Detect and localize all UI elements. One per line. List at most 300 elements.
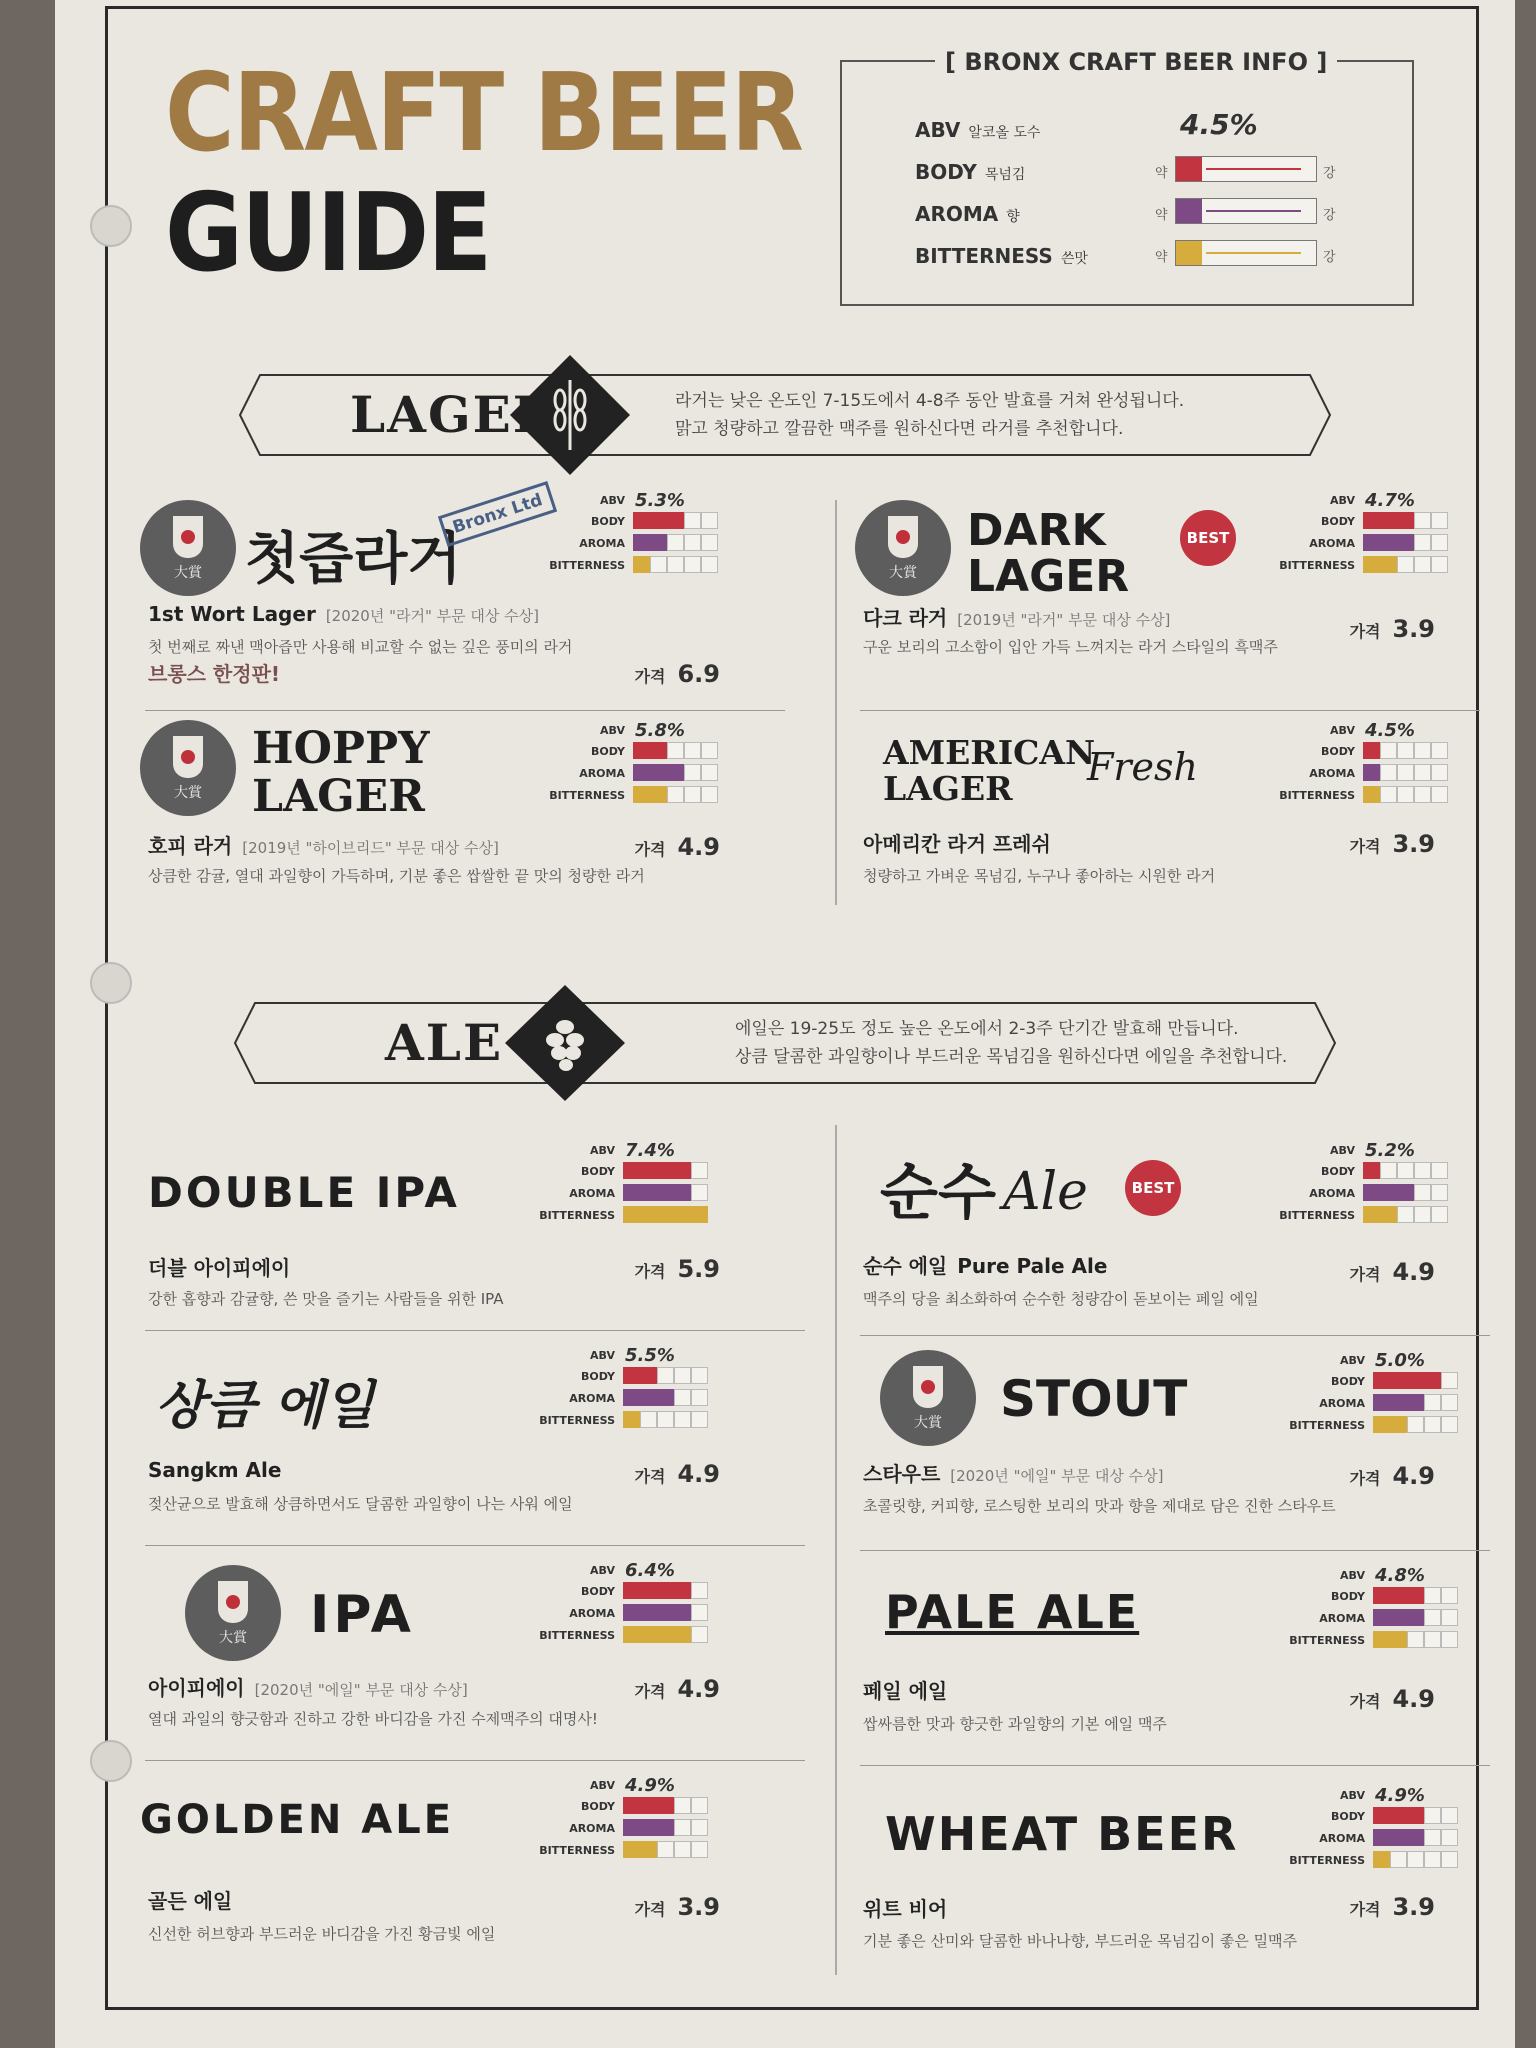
bitterness-gauge-cell	[674, 1841, 691, 1858]
bitterness-gauge-cell	[691, 1206, 708, 1223]
bitterness-gauge	[1363, 786, 1451, 803]
abv-value: 6.4%	[625, 1560, 675, 1581]
beer-double-ipa	[140, 1140, 730, 1340]
aroma-gauge-cell	[1407, 1829, 1424, 1846]
bitterness-gauge-cell	[657, 1841, 674, 1858]
body-gauge-cell	[691, 1367, 708, 1384]
bitterness-label: BITTERNESS	[1279, 559, 1355, 572]
abv-label: ABV	[1340, 1569, 1365, 1582]
body-gauge-cell	[1390, 1807, 1407, 1824]
bitterness-gauge-cell	[1431, 1206, 1448, 1223]
aroma-gauge-cell	[657, 1819, 674, 1836]
limited-edition: 브롱스 한정판!	[148, 662, 281, 686]
abv-label: ABV	[1330, 494, 1355, 507]
column-divider	[835, 500, 837, 905]
aroma-gauge-cell	[1363, 534, 1380, 551]
aroma-gauge-cell	[1431, 1184, 1448, 1201]
bitterness-gauge-cell	[1390, 1631, 1407, 1648]
bitterness-gauge	[623, 1206, 711, 1223]
bitterness-gauge-cell	[633, 556, 650, 573]
bitterness-gauge-cell	[1380, 786, 1397, 803]
bitterness-gauge	[1373, 1416, 1461, 1433]
bitterness-gauge	[1373, 1631, 1461, 1648]
aroma-gauge-cell	[623, 1389, 640, 1406]
body-label: BODY	[580, 1165, 615, 1178]
aroma-gauge-cell	[674, 1819, 691, 1836]
bitterness-gauge-cell	[623, 1841, 640, 1858]
aroma-gauge-cell	[1380, 534, 1397, 551]
aroma-gauge	[623, 1184, 711, 1201]
bitterness-gauge-cell	[1373, 1631, 1390, 1648]
beer-subtitle: 아이피에이 [2020년 "에일" 부문 대상 수상]	[148, 1676, 468, 1700]
body-gauge-cell	[640, 1582, 657, 1599]
abv-value: 5.8%	[635, 720, 685, 741]
body-gauge	[633, 512, 721, 529]
body-gauge-cell	[1390, 1372, 1407, 1389]
body-gauge-cell	[1407, 1372, 1424, 1389]
bitterness-gauge-cell	[1397, 786, 1414, 803]
body-gauge-cell	[674, 1797, 691, 1814]
aroma-gauge-cell	[701, 764, 718, 781]
body-gauge-cell	[650, 512, 667, 529]
body-gauge-cell	[684, 512, 701, 529]
bitterness-label: BITTERNESS	[1289, 1854, 1365, 1867]
aroma-gauge-cell	[623, 1819, 640, 1836]
best-badge: BEST	[1180, 510, 1236, 566]
beer-desc: 초콜릿향, 커피향, 로스팅한 보리의 맛과 향을 제대로 담은 진한 스타우트	[863, 1497, 1336, 1515]
bitterness-gauge-cell	[1380, 556, 1397, 573]
bitterness-gauge-cell	[667, 556, 684, 573]
bitterness-gauge-cell	[657, 1411, 674, 1428]
body-gauge-cell	[657, 1162, 674, 1179]
bitterness-label: BITTERNESS	[539, 1844, 615, 1857]
body-label: BODY	[1330, 1810, 1365, 1823]
bitterness-gauge	[1363, 1206, 1451, 1223]
beer-name: 첫즙라거	[245, 527, 462, 592]
body-gauge-cell	[640, 1162, 657, 1179]
bitterness-gauge-cell	[1373, 1416, 1390, 1433]
beer-price: 가격 5.9	[634, 1255, 720, 1283]
aroma-label: AROMA	[569, 1187, 615, 1200]
abv-value: 5.2%	[1365, 1140, 1415, 1161]
bitterness-gauge-cell	[1424, 1851, 1441, 1868]
aroma-gauge-cell	[623, 1184, 640, 1201]
bitterness-gauge-cell	[1397, 556, 1414, 573]
body-gauge-cell	[1363, 1162, 1380, 1179]
row-divider	[860, 1550, 1490, 1551]
body-gauge-cell	[691, 1797, 708, 1814]
body-gauge-cell	[1431, 1162, 1448, 1179]
aroma-gauge-cell	[1397, 534, 1414, 551]
abv-value: 4.5%	[1365, 720, 1415, 741]
beer-price: 가격 3.9	[1349, 1893, 1435, 1921]
aroma-gauge-cell	[1414, 1184, 1431, 1201]
bitterness-gauge	[623, 1411, 711, 1428]
body-gauge-cell	[684, 742, 701, 759]
abv-label: ABV	[1330, 724, 1355, 737]
body-gauge-cell	[1380, 512, 1397, 529]
beer-subtitle: 페일 에일	[863, 1679, 948, 1703]
row-divider	[145, 710, 785, 711]
bitterness-gauge-cell	[1424, 1416, 1441, 1433]
body-gauge-cell	[1390, 1587, 1407, 1604]
beer-price: 가격 4.9	[1349, 1258, 1435, 1286]
body-gauge-cell	[674, 1582, 691, 1599]
body-gauge	[1363, 1162, 1451, 1179]
body-gauge	[623, 1162, 711, 1179]
body-gauge-cell	[1363, 512, 1380, 529]
award-logo: 大賞	[140, 500, 236, 596]
aroma-gauge-cell	[667, 534, 684, 551]
aroma-gauge-cell	[640, 1184, 657, 1201]
bitterness-gauge	[623, 1626, 711, 1643]
aroma-gauge-cell	[1373, 1394, 1390, 1411]
beer-name-script: Ale	[1003, 1162, 1088, 1222]
beer-desc: 강한 홉향과 감귤향, 쓴 맛을 즐기는 사람들을 위한 IPA	[148, 1290, 504, 1308]
body-gauge-cell	[623, 1582, 640, 1599]
body-gauge-cell	[1380, 742, 1397, 759]
body-gauge-cell	[674, 1162, 691, 1179]
award-logo: 大賞	[140, 720, 236, 816]
body-gauge-cell	[1373, 1372, 1390, 1389]
abv-value: 4.9%	[1375, 1785, 1425, 1806]
bitterness-gauge-cell	[684, 786, 701, 803]
beer-name: HOPPY LAGER	[252, 723, 430, 822]
body-gauge-cell	[1424, 1372, 1441, 1389]
body-gauge-cell	[657, 1367, 674, 1384]
aroma-gauge-cell	[1373, 1609, 1390, 1626]
award-logo: 大賞	[880, 1350, 976, 1446]
abv-label: ABV	[600, 494, 625, 507]
aroma-gauge-cell	[674, 1604, 691, 1621]
beer-pale-ale	[855, 1565, 1445, 1765]
beer-hoppy-lager	[140, 720, 730, 920]
bitterness-gauge-cell	[1380, 1206, 1397, 1223]
bitterness-gauge-cell	[640, 1841, 657, 1858]
body-gauge-cell	[623, 1367, 640, 1384]
aroma-gauge-cell	[640, 1819, 657, 1836]
bitterness-gauge-cell	[691, 1411, 708, 1428]
beer-name: PALE ALE	[885, 1585, 1140, 1639]
body-gauge-cell	[1441, 1372, 1458, 1389]
aroma-gauge-cell	[684, 534, 701, 551]
bitterness-gauge-cell	[1397, 1206, 1414, 1223]
aroma-label: AROMA	[579, 767, 625, 780]
beer-subtitle: 아메리칸 라거 프레쉬	[863, 832, 1051, 856]
aroma-gauge-cell	[623, 1604, 640, 1621]
body-gauge-cell	[1397, 742, 1414, 759]
aroma-gauge	[1373, 1609, 1461, 1626]
abv-label: ABV	[590, 1144, 615, 1157]
aroma-gauge-cell	[674, 1389, 691, 1406]
body-gauge-cell	[1407, 1807, 1424, 1824]
menu-page	[55, 0, 1515, 2048]
body-label: BODY	[1330, 1375, 1365, 1388]
info-abv-label: ABV 알코올 도수	[915, 118, 1041, 142]
body-gauge-cell	[1414, 512, 1431, 529]
column-divider	[835, 1125, 837, 1975]
beer-name: DOUBLE IPA	[148, 1168, 460, 1217]
aroma-gauge-cell	[650, 534, 667, 551]
body-gauge-cell	[1363, 742, 1380, 759]
bitterness-gauge-cell	[684, 556, 701, 573]
body-gauge-cell	[1424, 1807, 1441, 1824]
aroma-gauge-cell	[1363, 1184, 1380, 1201]
beer-sangkm-ale	[140, 1345, 730, 1545]
aroma-label: AROMA	[569, 1607, 615, 1620]
beer-subtitle: 호피 라거 [2019년 "하이브리드" 부문 대상 수상]	[148, 834, 499, 858]
aroma-label: AROMA	[569, 1392, 615, 1405]
body-gauge-cell	[674, 1367, 691, 1384]
aroma-gauge-cell	[1441, 1394, 1458, 1411]
beer-ipa	[140, 1560, 730, 1760]
body-gauge	[633, 742, 721, 759]
title-guide: GUIDE	[165, 171, 491, 296]
bitterness-gauge-cell	[650, 556, 667, 573]
beer-subtitle: 순수 에일 Pure Pale Ale	[863, 1254, 1108, 1278]
info-bitterness-label: BITTERNESS 쓴맛	[915, 244, 1088, 268]
aroma-label: AROMA	[1309, 1187, 1355, 1200]
aroma-gauge-cell	[657, 1184, 674, 1201]
body-label: BODY	[590, 515, 625, 528]
legend-max: 강	[1323, 250, 1336, 265]
bitterness-label: BITTERNESS	[1279, 789, 1355, 802]
beer-desc: 청량하고 가벼운 목넘김, 누구나 좋아하는 시원한 라거	[863, 867, 1216, 885]
bitterness-gauge-cell	[1363, 556, 1380, 573]
aroma-gauge-cell	[1424, 1829, 1441, 1846]
beer-desc: 맥주의 당을 최소화하여 순수한 청량감이 돋보이는 페일 에일	[863, 1290, 1259, 1308]
aroma-gauge-cell	[1397, 764, 1414, 781]
beer-desc: 신선한 허브향과 부드러운 바디감을 가진 황금빛 에일	[148, 1925, 496, 1943]
aroma-label: AROMA	[579, 537, 625, 550]
body-gauge	[1363, 742, 1451, 759]
bitterness-gauge-cell	[1407, 1631, 1424, 1648]
body-label: BODY	[580, 1370, 615, 1383]
aroma-gauge-cell	[650, 764, 667, 781]
bitterness-gauge-cell	[1390, 1416, 1407, 1433]
aroma-label: AROMA	[1319, 1832, 1365, 1845]
aroma-gauge	[633, 764, 721, 781]
aroma-gauge-cell	[1380, 1184, 1397, 1201]
beer-name: IPA	[310, 1585, 415, 1645]
beer-stout	[855, 1350, 1445, 1550]
body-gauge-cell	[640, 1797, 657, 1814]
aroma-gauge-cell	[691, 1184, 708, 1201]
abv-value: 5.5%	[625, 1345, 675, 1366]
beer-american-lager-fresh	[855, 720, 1445, 920]
aroma-gauge-cell	[674, 1184, 691, 1201]
aroma-gauge-cell	[1390, 1609, 1407, 1626]
body-gauge-cell	[1431, 512, 1448, 529]
row-divider	[145, 1760, 805, 1761]
bitterness-gauge-cell	[701, 786, 718, 803]
bitterness-gauge-cell	[640, 1626, 657, 1643]
body-gauge-cell	[650, 742, 667, 759]
bitterness-gauge	[633, 786, 721, 803]
body-label: BODY	[1320, 1165, 1355, 1178]
aroma-gauge-cell	[1407, 1394, 1424, 1411]
body-label: BODY	[1320, 515, 1355, 528]
bitterness-gauge-cell	[1424, 1631, 1441, 1648]
award-logo: 大賞	[185, 1565, 281, 1661]
body-gauge-cell	[1397, 512, 1414, 529]
bitterness-label: BITTERNESS	[1289, 1634, 1365, 1647]
aroma-gauge	[1363, 1184, 1451, 1201]
abv-label: ABV	[1340, 1354, 1365, 1367]
aroma-gauge	[623, 1819, 711, 1836]
bitterness-gauge-cell	[657, 1206, 674, 1223]
beer-first-wort-lager	[140, 490, 730, 690]
body-label: BODY	[1330, 1590, 1365, 1603]
bitterness-gauge-cell	[691, 1841, 708, 1858]
bitterness-gauge	[623, 1841, 711, 1858]
lager-section-title: LAGER	[350, 385, 557, 444]
aroma-gauge-cell	[1373, 1829, 1390, 1846]
ale-banner	[225, 985, 1345, 1105]
beer-desc: 열대 과일의 향긋함과 진하고 강한 바디감을 가진 수제맥주의 대명사!	[148, 1710, 598, 1728]
beer-name-script: Fresh	[1087, 745, 1198, 789]
body-gauge	[623, 1797, 711, 1814]
aroma-gauge	[633, 534, 721, 551]
legend-max: 강	[1323, 208, 1336, 223]
bitterness-gauge-cell	[1363, 1206, 1380, 1223]
aroma-gauge-cell	[1363, 764, 1380, 781]
bitterness-label: BITTERNESS	[539, 1414, 615, 1427]
aroma-label: AROMA	[569, 1822, 615, 1835]
bitterness-gauge	[633, 556, 721, 573]
bitterness-gauge-cell	[623, 1411, 640, 1428]
beer-subtitle: 위트 비어	[863, 1897, 948, 1921]
beer-desc: 첫 번째로 짜낸 맥아즙만 사용해 비교할 수 없는 깊은 풍미의 라거	[148, 638, 573, 656]
bitterness-gauge-cell	[674, 1206, 691, 1223]
aroma-gauge	[1363, 534, 1451, 551]
aroma-gauge	[623, 1604, 711, 1621]
abv-label: ABV	[590, 1349, 615, 1362]
beer-price: 가격 6.9	[634, 660, 720, 688]
bitterness-gauge-cell	[640, 1411, 657, 1428]
abv-value: 4.9%	[625, 1775, 675, 1796]
bitterness-gauge-cell	[657, 1626, 674, 1643]
binder-hole	[90, 962, 132, 1004]
aroma-gauge-cell	[1424, 1609, 1441, 1626]
body-gauge-cell	[701, 742, 718, 759]
bitterness-gauge-cell	[1441, 1416, 1458, 1433]
body-gauge-cell	[623, 1162, 640, 1179]
body-label: BODY	[1320, 745, 1355, 758]
legend-min: 약	[1155, 208, 1168, 223]
bitterness-gauge-cell	[1431, 786, 1448, 803]
body-gauge-cell	[1414, 1162, 1431, 1179]
binder-hole	[90, 1740, 132, 1782]
body-gauge-cell	[1424, 1587, 1441, 1604]
info-aroma-label: AROMA 향	[915, 202, 1020, 226]
beer-subtitle: 골든 에일	[148, 1889, 233, 1913]
beer-golden-ale	[140, 1775, 730, 1975]
body-gauge	[623, 1367, 711, 1384]
aroma-gauge-cell	[1424, 1394, 1441, 1411]
beer-price: 가격 4.9	[634, 1675, 720, 1703]
aroma-label: AROMA	[1319, 1397, 1365, 1410]
body-gauge	[1363, 512, 1451, 529]
aroma-gauge	[623, 1389, 711, 1406]
body-gauge-cell	[633, 742, 650, 759]
aroma-gauge-cell	[701, 534, 718, 551]
beer-desc: 젖산균으로 발효해 상큼하면서도 달콤한 과일향이 나는 사워 에일	[148, 1495, 573, 1513]
bitterness-gauge-cell	[674, 1626, 691, 1643]
body-gauge	[1373, 1372, 1461, 1389]
bitterness-gauge-cell	[623, 1626, 640, 1643]
beer-pure-pale-ale	[855, 1140, 1445, 1340]
beer-desc: 기분 좋은 산미와 달콤한 바나나향, 부드러운 목넘김이 좋은 밀맥주	[863, 1932, 1298, 1950]
beer-name: 상큼 에일	[155, 1376, 375, 1436]
bitterness-gauge-cell	[1441, 1631, 1458, 1648]
bitterness-gauge	[1373, 1851, 1461, 1868]
aroma-gauge-cell	[1431, 534, 1448, 551]
body-gauge	[1373, 1587, 1461, 1604]
abv-value: 7.4%	[625, 1140, 675, 1161]
bitterness-gauge-cell	[691, 1626, 708, 1643]
beer-name: STOUT	[1000, 1370, 1188, 1428]
aroma-gauge-cell	[640, 1604, 657, 1621]
aroma-gauge-cell	[657, 1389, 674, 1406]
body-gauge-cell	[1397, 1162, 1414, 1179]
bitterness-gauge-cell	[1407, 1416, 1424, 1433]
beer-subtitle: Sangkm Ale	[148, 1458, 282, 1482]
bitterness-gauge-cell	[633, 786, 650, 803]
aroma-gauge-cell	[633, 534, 650, 551]
info-abv-value: 4.5%	[1180, 108, 1258, 141]
body-gauge-cell	[633, 512, 650, 529]
beer-price: 가격 3.9	[1349, 830, 1435, 858]
body-gauge-cell	[1414, 742, 1431, 759]
body-gauge-cell	[701, 512, 718, 529]
bitterness-label: BITTERNESS	[549, 789, 625, 802]
beer-price: 가격 4.9	[1349, 1462, 1435, 1490]
beer-price: 가격 3.9	[634, 1893, 720, 1921]
body-gauge-cell	[657, 1797, 674, 1814]
beer-name-kor: 순수	[880, 1158, 996, 1228]
body-gauge-cell	[691, 1162, 708, 1179]
bitterness-gauge-cell	[701, 556, 718, 573]
row-divider	[860, 710, 1480, 711]
bitterness-label: BITTERNESS	[549, 559, 625, 572]
beer-name: AMERICAN LAGER	[883, 733, 1096, 808]
aroma-gauge-cell	[1414, 764, 1431, 781]
aroma-label: AROMA	[1309, 767, 1355, 780]
legend-aroma-bar	[1175, 198, 1317, 224]
row-divider	[860, 1765, 1490, 1766]
binder-hole	[90, 205, 132, 247]
best-badge: BEST	[1125, 1160, 1181, 1216]
body-gauge-cell	[1373, 1587, 1390, 1604]
beer-subtitle: 1st Wort Lager [2020년 "라거" 부문 대상 수상]	[148, 602, 539, 626]
body-label: BODY	[580, 1800, 615, 1813]
beer-price: 가격 4.9	[634, 833, 720, 861]
aroma-gauge	[1373, 1394, 1461, 1411]
aroma-gauge-cell	[691, 1819, 708, 1836]
beer-price: 가격 4.9	[1349, 1685, 1435, 1713]
aroma-gauge-cell	[1431, 764, 1448, 781]
title-craft-beer: CRAFT BEER	[165, 51, 803, 176]
lager-desc: 라거는 낮은 온도인 7-15도에서 4-8주 동안 발효를 거쳐 완성됩니다. 맑고 청량하고 깔끔한 맥주를 원하신다면 라거를 추천합니다.	[675, 391, 1185, 439]
bitterness-gauge-cell	[1407, 1851, 1424, 1868]
legend-min: 약	[1155, 166, 1168, 181]
abv-label: ABV	[590, 1779, 615, 1792]
beer-wheat-beer	[855, 1785, 1445, 1985]
beer-dark-lager	[855, 490, 1445, 690]
bitterness-gauge	[1363, 556, 1451, 573]
bitterness-gauge-cell	[640, 1206, 657, 1223]
